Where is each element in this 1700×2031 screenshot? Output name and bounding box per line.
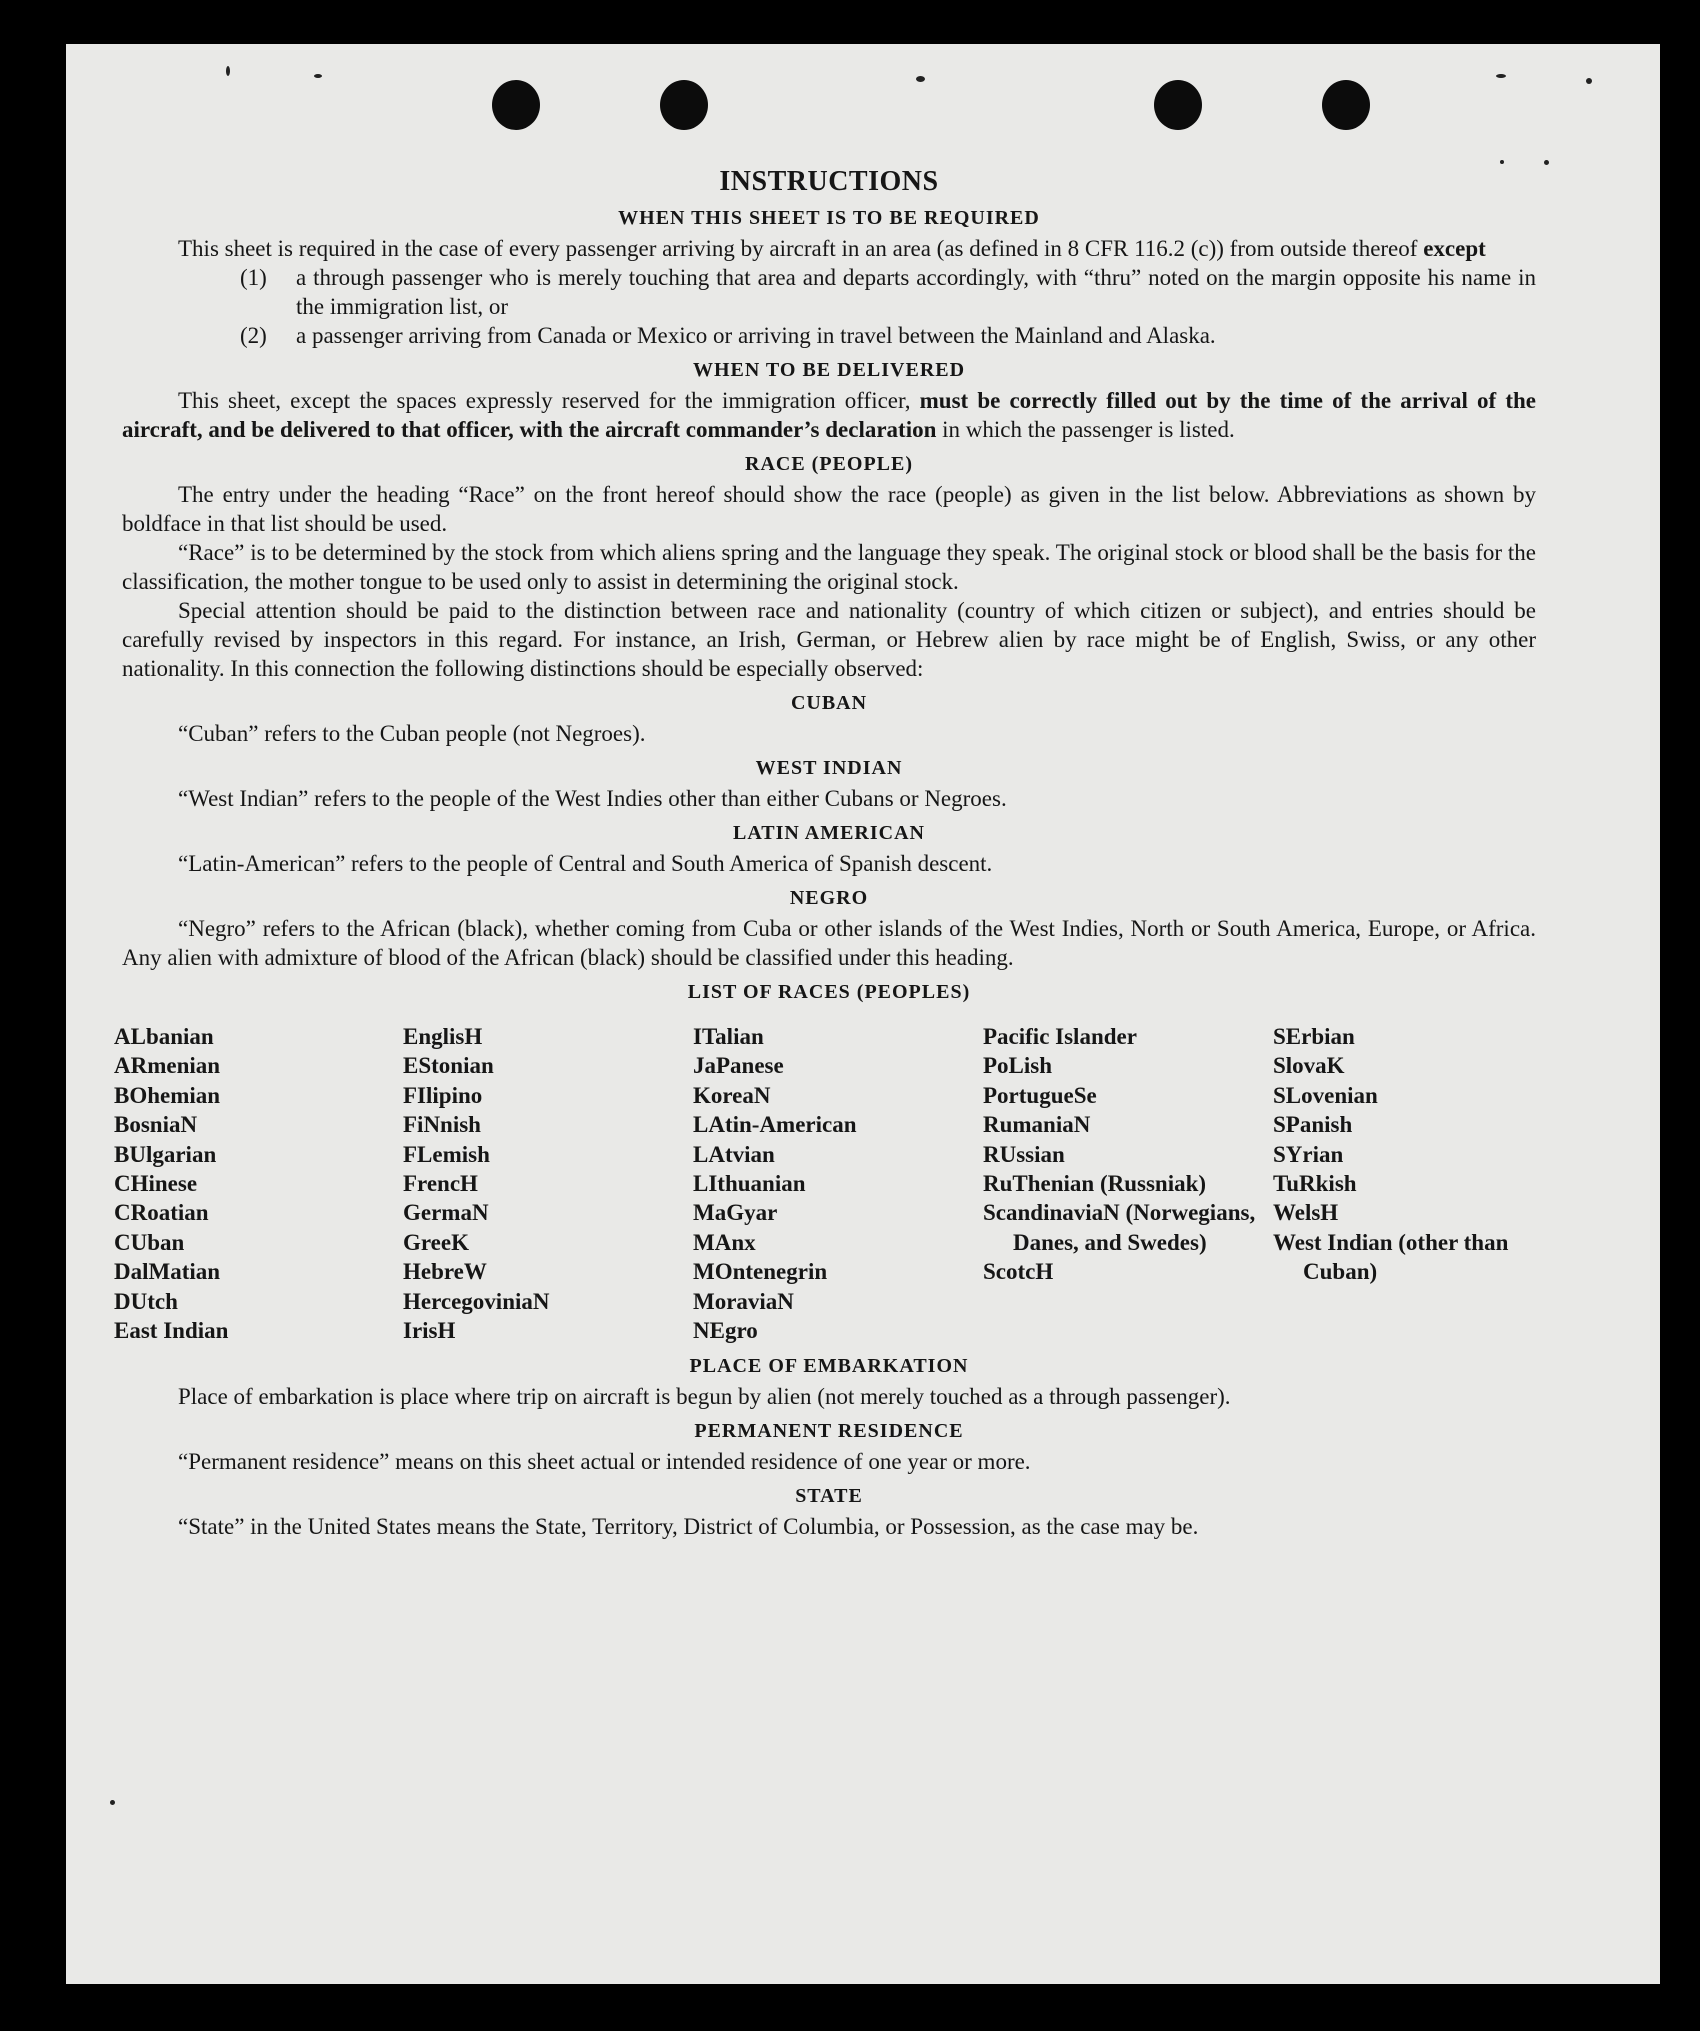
paper-speck bbox=[110, 1800, 115, 1805]
instructions-content bbox=[114, 166, 1537, 1541]
list-item bbox=[240, 263, 1536, 321]
emphasis-text: must be correctly filled out by the time of the arrival of the aircraft, and be delivered to that officer, with the aircraft commander’s declaration bbox=[122, 388, 1537, 442]
race-entry: HercegoviniaN bbox=[403, 1288, 550, 1314]
punch-hole bbox=[1322, 80, 1370, 130]
paragraph-residence: “Permanent residence” means on this sheet actual or intended residence of one year or more. bbox=[178, 1449, 1031, 1475]
paper-speck bbox=[1586, 78, 1592, 84]
race-entry: FrencH bbox=[403, 1171, 478, 1197]
race-entry: East Indian bbox=[114, 1318, 229, 1344]
race-entry: MoraviaN bbox=[693, 1288, 794, 1314]
paragraph-text: This sheet, except the spaces expressly reserved for the immigration officer, bbox=[178, 388, 911, 413]
item-text: a through passenger who is merely touching that area and departs accordingly, with “thru” noted on the margin opposite his name in the immigration list, or bbox=[296, 265, 1536, 319]
race-entry: RuThenian (Russniak) bbox=[983, 1171, 1207, 1197]
paper-speck bbox=[226, 66, 230, 76]
race-column bbox=[114, 1022, 403, 1345]
race-entry: MAnx bbox=[693, 1229, 756, 1255]
emphasis-except: except bbox=[1423, 236, 1486, 261]
race-entry: BUlgarian bbox=[114, 1141, 217, 1167]
paper-speck bbox=[916, 76, 925, 82]
punch-hole bbox=[492, 80, 540, 130]
heading-residence: PERMANENT RESIDENCE bbox=[694, 1420, 964, 1443]
paragraph-race-1: The entry under the heading “Race” on the front hereof should show the race (people) as given in the list below. Abbreviations as shown by boldface in that list should be used. bbox=[122, 482, 1536, 536]
race-column bbox=[403, 1022, 693, 1345]
race-entry: LAtin-American bbox=[693, 1112, 857, 1138]
heading-cuban: CUBAN bbox=[790, 692, 868, 714]
paragraph-when-delivered bbox=[122, 386, 1536, 444]
paragraph-latin-american: “Latin-American” refers to the people of Central and South America of Spanish descent. bbox=[178, 851, 993, 876]
race-entry: ARmenian bbox=[114, 1053, 221, 1079]
race-entry: IrisH bbox=[403, 1318, 456, 1344]
race-entry: ALbanian bbox=[114, 1024, 214, 1049]
paper-speck bbox=[1496, 74, 1506, 78]
race-entry: ScandinaviaN (Norwegians, Danes, and Swedes) bbox=[983, 1200, 1256, 1255]
heading-when-delivered: WHEN TO BE DELIVERED bbox=[692, 359, 966, 381]
paragraph-west-indian: “West Indian” refers to the people of the West Indies other than either Cubans or Negroes. bbox=[178, 786, 1007, 811]
race-entry: FLemish bbox=[403, 1141, 490, 1167]
race-entry: ITalian bbox=[693, 1024, 764, 1049]
race-entry: KoreaN bbox=[693, 1082, 771, 1108]
race-entry: GermaN bbox=[403, 1200, 489, 1226]
race-entry: CUban bbox=[114, 1229, 185, 1255]
race-entry: CHinese bbox=[114, 1171, 198, 1197]
item-number: (2) bbox=[240, 323, 267, 348]
item-number: (1) bbox=[240, 265, 267, 290]
race-entry: PoLish bbox=[983, 1053, 1053, 1079]
race-entry: PortugueSe bbox=[983, 1082, 1097, 1108]
paragraph-race-3: Special attention should be paid to the distinction between race and nationality (country of which citizen or subject), and entries should be carefully revised by inspectors in this regard. For instance, an Irish, German, or Hebrew alien by race might be of English, Swiss, or any other nationality. In this connection the following distinctions should be especially observed: bbox=[122, 598, 1536, 681]
punch-hole bbox=[660, 80, 708, 130]
paragraph-cuban: “Cuban” refers to the Cuban people (not Negroes). bbox=[178, 721, 646, 746]
heading-negro: NEGRO bbox=[789, 887, 869, 909]
race-column bbox=[983, 1022, 1273, 1345]
race-entry: BOhemian bbox=[114, 1082, 221, 1108]
item-text: a passenger arriving from Canada or Mexico or arriving in travel between the Mainland and Alaska. bbox=[296, 323, 1216, 348]
race-entry: SYrian bbox=[1273, 1141, 1344, 1167]
heading-race: RACE (PEOPLE) bbox=[745, 453, 913, 475]
race-entry: Pacific Islander bbox=[983, 1024, 1137, 1049]
race-column bbox=[1273, 1022, 1533, 1345]
race-entry: SErbian bbox=[1273, 1024, 1355, 1049]
race-entry: West Indian (other than Cuban) bbox=[1273, 1229, 1509, 1285]
race-entry: DalMatian bbox=[114, 1259, 221, 1285]
race-entry: LAtvian bbox=[693, 1141, 775, 1167]
race-entry: EnglisH bbox=[403, 1024, 483, 1049]
race-list bbox=[114, 1022, 1536, 1345]
race-entry: LIthuanian bbox=[693, 1171, 806, 1197]
heading-latin-american: LATIN AMERICAN bbox=[733, 822, 925, 844]
paragraph-embarkation: Place of embarkation is place where trip on aircraft is begun by alien (not merely touched as a through passenger). bbox=[178, 1384, 1231, 1410]
heading-when-required: WHEN THIS SHEET IS TO BE REQUIRED bbox=[618, 207, 1040, 229]
race-entry: SPanish bbox=[1273, 1112, 1353, 1138]
page-title: INSTRUCTIONS bbox=[719, 166, 939, 197]
race-entry: MaGyar bbox=[693, 1200, 778, 1226]
race-entry: JaPanese bbox=[693, 1053, 784, 1079]
race-entry: BosniaN bbox=[114, 1112, 198, 1138]
paper-speck bbox=[314, 74, 322, 78]
race-entry: HebreW bbox=[403, 1259, 487, 1285]
paragraph-when-required bbox=[122, 234, 1536, 263]
race-entry: GreeK bbox=[403, 1229, 469, 1255]
heading-embarkation: PLACE OF EMBARKATION bbox=[689, 1355, 969, 1378]
race-entry: TuRkish bbox=[1273, 1171, 1357, 1197]
paragraph-race-2: “Race” is to be determined by the stock from which aliens spring and the language they speak. The original stock or blood shall be the basis for the classification, the mother tongue to be used only to assist in determining the original stock. bbox=[122, 540, 1536, 594]
paragraph-state: “State” in the United States means the State, Territory, District of Columbia, or Possession, as the case may be. bbox=[178, 1514, 1199, 1540]
paragraph-text: This sheet is required in the case of every passenger arriving by aircraft in an area (as defined in 8 CFR 116.2 (c)) from outside thereof bbox=[178, 236, 1418, 261]
race-entry: RumaniaN bbox=[983, 1112, 1091, 1138]
race-entry: SlovaK bbox=[1273, 1053, 1345, 1079]
race-entry: FIlipino bbox=[403, 1082, 483, 1108]
heading-list-of-races: LIST OF RACES (PEOPLES) bbox=[687, 981, 971, 1003]
paper-speck bbox=[1544, 160, 1549, 165]
punch-hole bbox=[1154, 80, 1202, 130]
race-entry: RUssian bbox=[983, 1141, 1065, 1167]
race-entry: SLovenian bbox=[1273, 1082, 1378, 1108]
heading-state: STATE bbox=[795, 1485, 863, 1508]
race-column bbox=[693, 1022, 983, 1345]
race-entry: NEgro bbox=[693, 1318, 758, 1344]
paper-speck bbox=[1500, 160, 1504, 164]
race-entry: DUtch bbox=[114, 1288, 178, 1314]
race-entry: ScotcH bbox=[983, 1259, 1054, 1285]
race-entry: CRoatian bbox=[114, 1200, 209, 1226]
list-item bbox=[240, 321, 1536, 350]
race-entry: WelsH bbox=[1273, 1200, 1339, 1226]
race-entry: MOntenegrin bbox=[693, 1259, 828, 1285]
race-entry: EStonian bbox=[403, 1053, 494, 1079]
heading-west-indian: WEST INDIAN bbox=[755, 757, 903, 779]
paragraph-text: in which the passenger is listed. bbox=[942, 417, 1235, 442]
paragraph-negro: “Negro” refers to the African (black), whether coming from Cuba or other islands of the West Indies, North or South America, Europe, or Africa. Any alien with admixture of blood of the African (black) should be classified under this heading. bbox=[122, 916, 1536, 970]
race-entry: FiNnish bbox=[403, 1112, 481, 1138]
